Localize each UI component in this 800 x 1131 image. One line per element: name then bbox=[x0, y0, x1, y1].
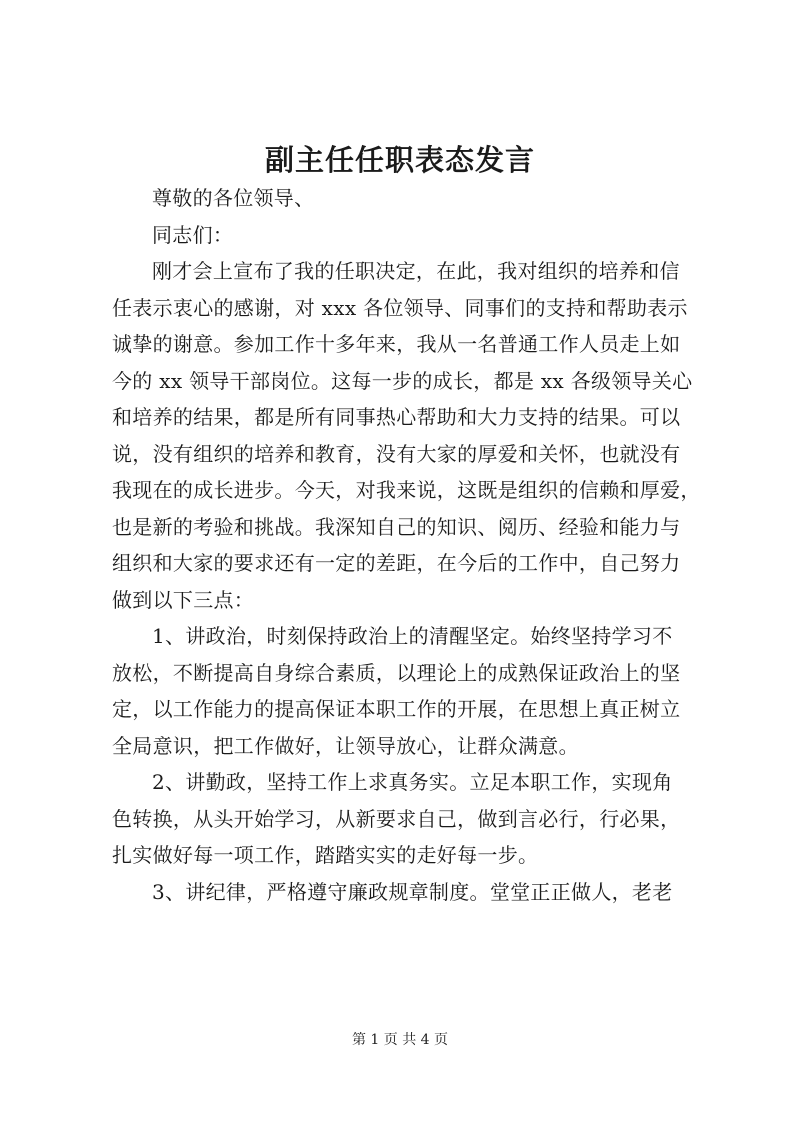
paragraph-line: 组织和大家的要求还有一定的差距，在今后的工作中，自己努力 bbox=[112, 551, 681, 575]
paragraph-line: 3、讲纪律，严格遵守廉政规章制度。堂堂正正做人，老老 bbox=[152, 879, 673, 904]
paragraph-line: 做到以下三点： bbox=[112, 587, 255, 612]
page-footer: 第 1 页 共 4 页 bbox=[351, 1032, 449, 1048]
paragraph-line: 诚挚的谢意。参加工作十多年来，我从一名普通工作人员走上如 bbox=[112, 332, 681, 356]
paragraph-line: 任表示衷心的感谢，对 xxx 各位领导、同事们的支持和帮助表示 bbox=[112, 295, 688, 320]
paragraph-line: 定，以工作能力的提高保证本职工作的开展，在思想上真正树立 bbox=[112, 697, 681, 721]
paragraph-4 bbox=[112, 874, 712, 911]
paragraph-line: 今的 xx 领导干部岗位。这每一步的成长，都是 xx 各级领导关心 bbox=[112, 368, 693, 393]
paragraph-3 bbox=[112, 764, 712, 874]
paragraph-1 bbox=[112, 253, 712, 618]
paragraph-line: 和培养的结果，都是所有同事热心帮助和大力支持的结果。可以 bbox=[112, 405, 681, 429]
document-title: 副主任任职表态发言 bbox=[264, 143, 535, 177]
paragraph-line: 也是新的考验和挑战。我深知自己的知识、阅历、经验和能力与 bbox=[112, 514, 681, 539]
paragraph-line: 我现在的成长进步。今天，对我来说，这既是组织的信赖和厚爱， bbox=[112, 478, 701, 502]
document-body bbox=[112, 180, 712, 910]
paragraph-line: 说，没有组织的培养和教育，没有大家的厚爱和关怀，也就没有 bbox=[112, 441, 681, 466]
paragraph-line: 刚才会上宣布了我的任职决定，在此，我对组织的培养和信 bbox=[152, 259, 680, 283]
paragraph-line: 1、讲政治，时刻保持政治上的清醒坚定。始终坚持学习不 bbox=[152, 624, 673, 648]
paragraph-line: 放松，不断提高自身综合素质，以理论上的成熟保证政治上的坚 bbox=[112, 660, 681, 685]
paragraph-2 bbox=[112, 618, 712, 764]
salutation-line-2: 同志们： bbox=[152, 222, 234, 247]
paragraph-line: 扎实做好每一项工作，踏踏实实的走好每一步。 bbox=[112, 843, 539, 867]
paragraph-line: 全局意识，把工作做好，让领导放心，让群众满意。 bbox=[112, 733, 579, 758]
salutation-line-1: 尊敬的各位领导、 bbox=[152, 186, 315, 210]
paragraph-line: 色转换，从头开始学习，从新要求自己，做到言必行，行必果， bbox=[112, 806, 681, 831]
paragraph-line: 2、讲勤政，坚持工作上求真务实。立足本职工作，实现角 bbox=[152, 770, 673, 794]
